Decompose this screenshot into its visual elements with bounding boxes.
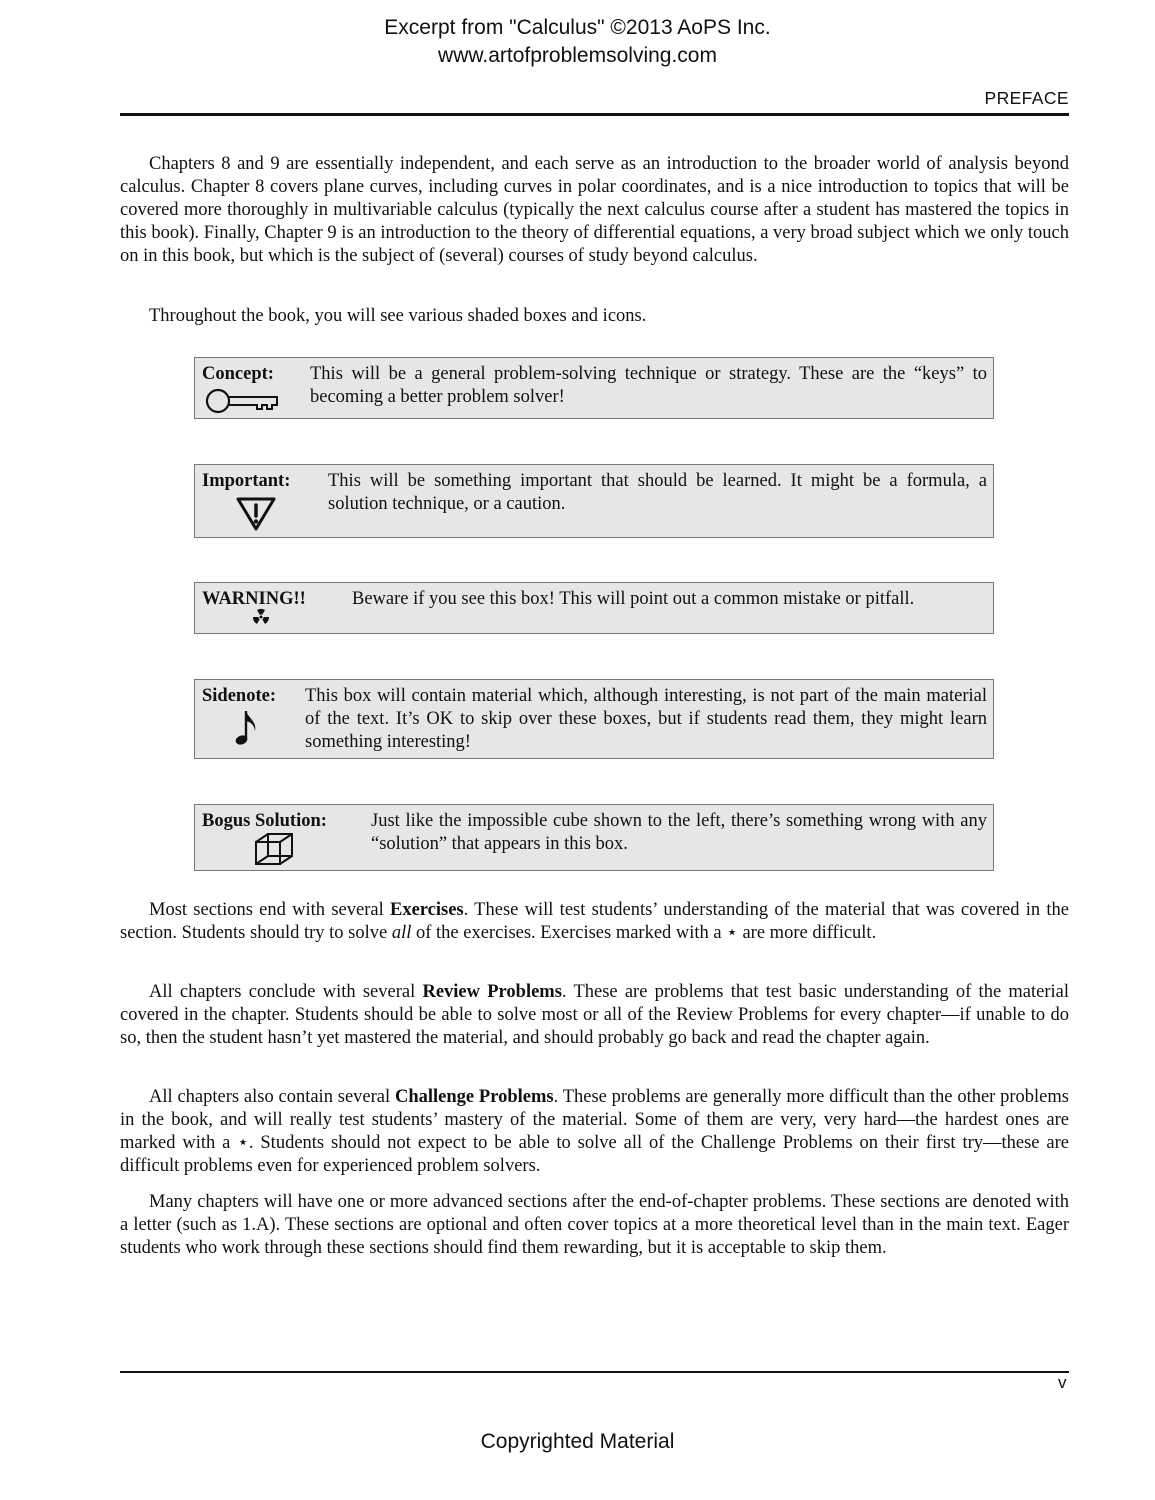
concept-text: This will be a general problem-solving technique or strategy. These are the “keys” to becoming a better problem solver! [310, 364, 987, 407]
exercises-emphasis: all [391, 923, 412, 943]
paragraph-challenge-problems [120, 1086, 1069, 1178]
excerpt-title: Excerpt from "Calculus" ©2013 AoPS Inc. [384, 16, 771, 39]
impossible-cube-icon [253, 831, 297, 867]
sidenote-label: Sidenote: [202, 686, 276, 706]
bogus-solution-label: Bogus Solution: [202, 811, 327, 831]
paragraph-boxes-intro: Throughout the book, you will see various shaded boxes and icons. [149, 306, 647, 326]
warning-label: WARNING!! [202, 589, 306, 609]
running-head: PREFACE [984, 88, 1069, 108]
excerpt-url: www.artofproblemsolving.com [438, 44, 717, 67]
concept-label: Concept: [202, 364, 274, 384]
page-number: v [1058, 1373, 1067, 1392]
bogus-solution-text: Just like the impossible cube shown to the left, there’s something wrong with any “solution” that appears in this box. [371, 811, 987, 854]
concept-box [194, 357, 994, 419]
important-box [194, 464, 994, 538]
exclamation-triangle-icon [235, 496, 277, 532]
copyright-notice: Copyrighted Material [480, 1430, 675, 1453]
exercises-text-middle: . These will test students’ understanding of the material that was covered in the section. Students should try to solve [120, 900, 1069, 943]
review-text-before: All chapters conclude with several [149, 982, 423, 1002]
paragraph-exercises [120, 899, 1069, 945]
paragraph-chapters-8-9: Chapters 8 and 9 are essentially independent, and each serve as an introduction to the broader world of analysis beyond calculus. Chapter 8 covers plane curves, including curves in polar coordinates, and is a nice introduction to topics that will be covered more thoroughly in multivariable calculus (typically the next calculus course after a student has mastered the topics in this book). Finally, Chapter 9 is an introduction to the theory of differential equations, a very broad subject which we only touch on in this book, but which is the subject of (several) courses of study beyond calculus. [120, 154, 1069, 266]
key-icon [204, 388, 280, 414]
review-problems-term: Review Problems [422, 982, 562, 1002]
exercises-term: Exercises [389, 900, 464, 920]
review-text-after: . These are problems that test basic understanding of the material covered in the chapter. Students should be able to solve most or all of the Review Problems for every chapter—if unable to do so, then the student hasn’t yet mastered the material, and should probably go back and read the chapter again. [120, 982, 1069, 1048]
header-rule [120, 113, 1069, 116]
warning-box [194, 582, 994, 634]
radiation-icon [251, 607, 271, 627]
excerpt-notice [0, 14, 1155, 70]
music-note-icon [233, 709, 261, 747]
exercises-text-before: Most sections end with several [149, 900, 390, 920]
sidenote-box [194, 679, 994, 759]
challenge-problems-term: Challenge Problems [394, 1087, 554, 1107]
paragraph-advanced-sections: Many chapters will have one or more advanced sections after the end-of-chapter problems. These sections are denoted with a letter (such as 1.A). These sections are optional and often cover topics at a more theoretical level than in the main text. Eager students who work through these sections should find them rewarding, but it is acceptable to skip them. [120, 1192, 1069, 1258]
bogus-solution-box [194, 804, 994, 871]
challenge-text-after: . These problems are generally more difficult than the other problems in the book, and will really test students’ mastery of the material. Some of them are very, very hard—the hardest ones are marked with a ⋆. Students should not expect to be able to solve all of the Challenge Problems on their first try—these are difficult problems even for experienced problem solvers. [120, 1087, 1069, 1176]
warning-text: Beware if you see this box! This will point out a common mistake or pitfall. [352, 589, 915, 609]
footer-rule [120, 1371, 1069, 1373]
paragraph-review-problems [120, 981, 1069, 1050]
important-text: This will be something important that should be learned. It might be a formula, a solution technique, or a caution. [328, 471, 987, 514]
sidenote-text: This box will contain material which, although interesting, is not part of the main material of the text. It’s OK to skip over these boxes, but if students read them, they might learn something interesting! [305, 686, 987, 752]
exercises-text-after: of the exercises. Exercises marked with a ⋆ are more difficult. [411, 923, 877, 943]
challenge-text-before: All chapters also contain several [149, 1087, 395, 1107]
important-label: Important: [202, 471, 291, 491]
